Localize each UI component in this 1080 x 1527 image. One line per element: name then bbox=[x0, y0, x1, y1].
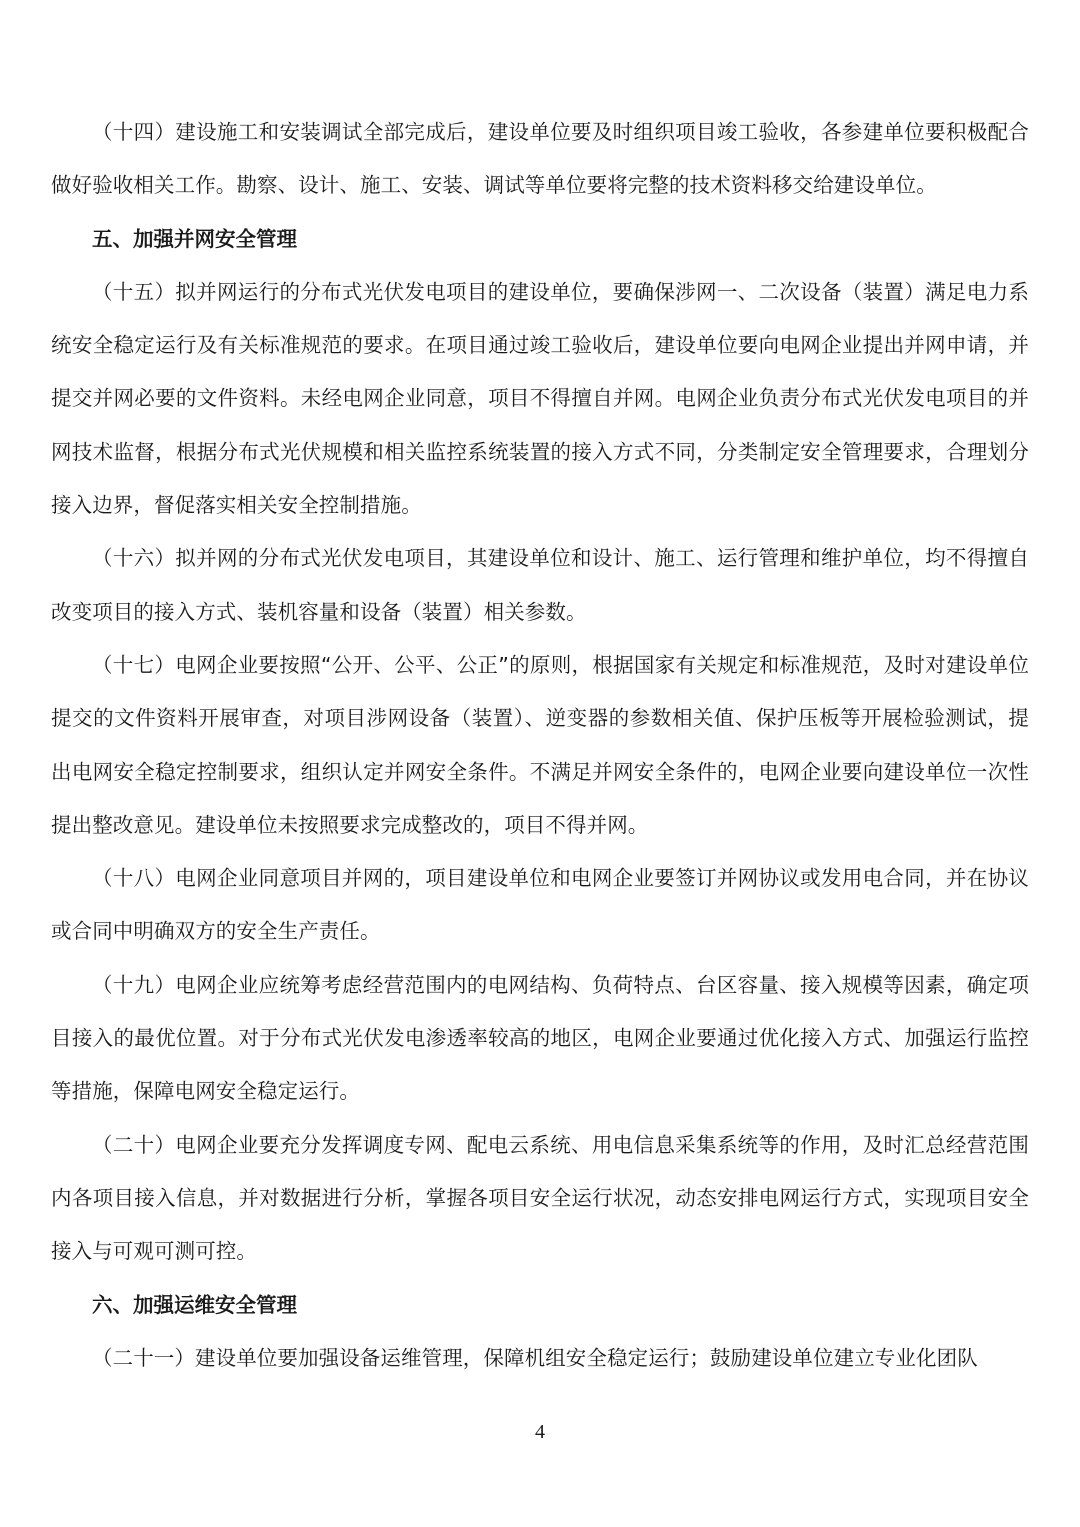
paragraph-20: （二十）电网企业要充分发挥调度专网、配电云系统、用电信息采集系统等的作用，及时汇总经营范围内各项目接入信息，并对数据进行分析，掌握各项目安全运行状况，动态安排电网运行方式，实现项目安全接入与可观可测可控。 bbox=[51, 1132, 1029, 1264]
paragraph-14: （十四）建设施工和安装调试全部完成后，建设单位要及时组织项目竣工验收，各参建单位要积极配合做好验收相关工作。勘察、设计、施工、安装、调试等单位要将完整的技术资料移交给建设单位。 bbox=[51, 120, 1029, 198]
page-number: 4 bbox=[535, 1421, 545, 1443]
section-heading-6: 六、加强运维安全管理 bbox=[92, 1292, 297, 1317]
paragraph-21: （二十一）建设单位要加强设备运维管理，保障机组安全稳定运行；鼓励建设单位建立专业化团队 bbox=[92, 1345, 978, 1370]
paragraph-15: （十五）拟并网运行的分布式光伏发电项目的建设单位，要确保涉网一、二次设备（装置）满足电力系统安全稳定运行及有关标准规范的要求。在项目通过竣工验收后，建设单位要向电网企业提出并网申请，并提交并网必要的文件资料。未经电网企业同意，项目不得擅自并网。电网企业负责分布式光伏发电项目的并网技术监督，根据分布式光伏规模和相关监控系统装置的接入方式不同，分类制定安全管理要求，合理划分接入边界，督促落实相关安全控制措施。 bbox=[51, 279, 1029, 518]
section-heading-5: 五、加强并网安全管理 bbox=[92, 226, 297, 251]
paragraph-19: （十九）电网企业应统筹考虑经营范围内的电网结构、负荷特点、台区容量、接入规模等因素，确定项目接入的最优位置。对于分布式光伏发电渗透率较高的地区，电网企业要通过优化接入方式、加强运行监控等措施，保障电网安全稳定运行。 bbox=[51, 972, 1029, 1104]
paragraph-16: （十六）拟并网的分布式光伏发电项目，其建设单位和设计、施工、运行管理和维护单位，均不得擅自改变项目的接入方式、装机容量和设备（装置）相关参数。 bbox=[51, 546, 1029, 624]
paragraph-17: （十七）电网企业要按照“公开、公平、公正”的原则，根据国家有关规定和标准规范，及时对建设单位提交的文件资料开展审查，对项目涉网设备（装置）、逆变器的参数相关值、保护压板等开展检验测试，提出电网安全稳定控制要求，组织认定并网安全条件。不满足并网安全条件的，电网企业要向建设单位一次性提出整改意见。建设单位未按照要求完成整改的，项目不得并网。 bbox=[51, 652, 1029, 837]
paragraph-18: （十八）电网企业同意项目并网的，项目建设单位和电网企业要签订并网协议或发用电合同，并在协议或合同中明确双方的安全生产责任。 bbox=[51, 866, 1029, 944]
document-body bbox=[51, 106, 1029, 1385]
